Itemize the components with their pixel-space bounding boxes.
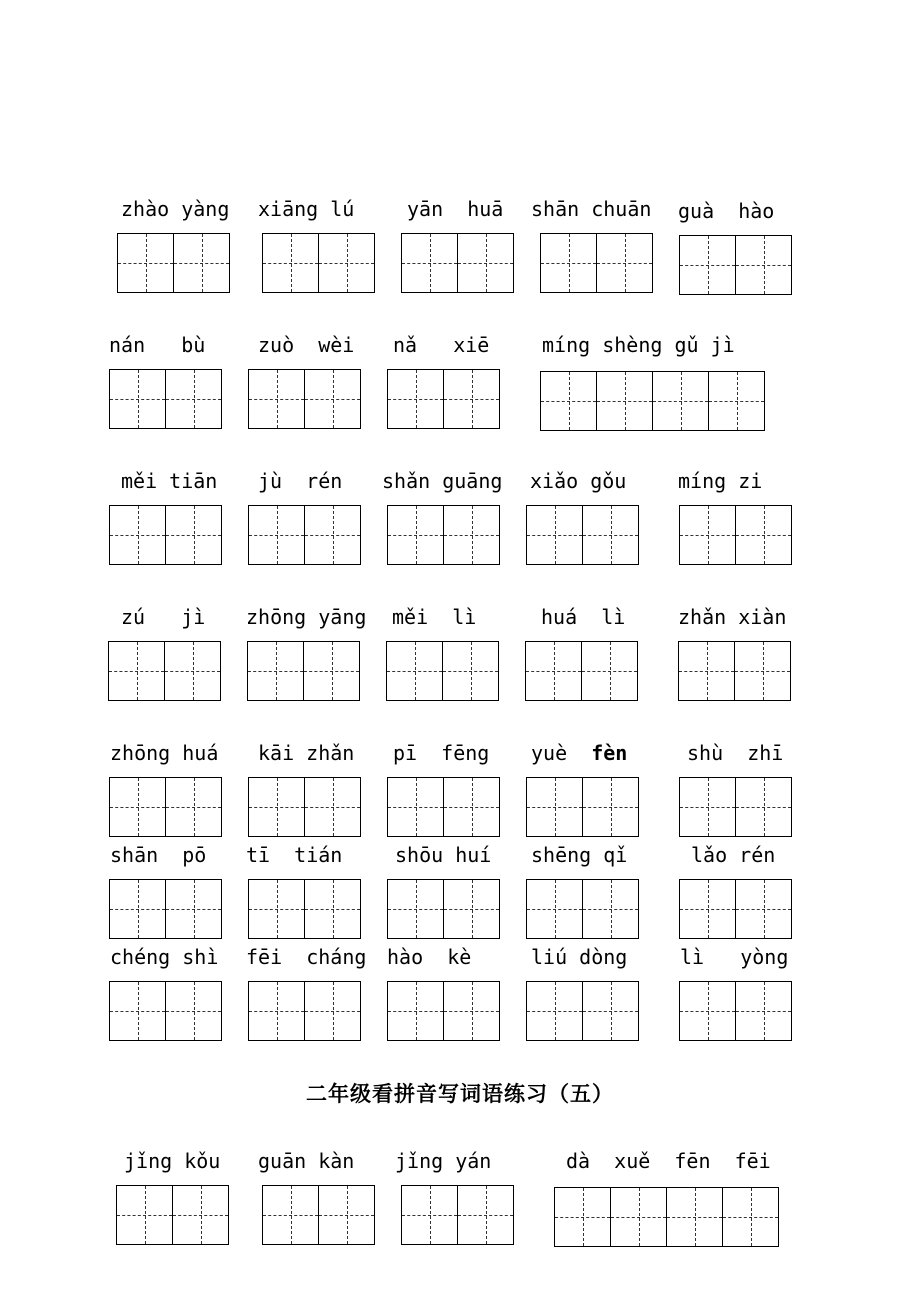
tianzige-cell[interactable] — [541, 233, 597, 293]
pinyin-label: yuè fèn — [531, 741, 628, 765]
tianzige-cell[interactable] — [597, 233, 653, 293]
pinyin-label: lǎo rén — [691, 843, 776, 867]
pinyin-label: zhǎn xiàn — [678, 605, 787, 629]
pinyin-label: xiāng lú — [258, 197, 355, 221]
pinyin-label: nǎ xiē — [393, 333, 490, 357]
pinyin-label: míng shèng gǔ jì — [542, 333, 735, 357]
tianzige-cell[interactable] — [165, 641, 221, 701]
pinyin-label: shēng qǐ — [531, 843, 628, 867]
tianzige-cell[interactable] — [736, 981, 792, 1041]
pinyin-label: chéng shì — [110, 945, 219, 969]
writing-grid — [679, 235, 792, 295]
pinyin-label: hào kè — [387, 945, 472, 969]
tianzige-cell[interactable] — [458, 233, 514, 293]
tianzige-cell[interactable] — [388, 981, 444, 1041]
tianzige-cell[interactable] — [444, 981, 500, 1041]
pinyin-label: jǐng yán — [395, 1149, 492, 1173]
tianzige-cell[interactable] — [735, 641, 791, 701]
writing-grid — [117, 233, 230, 293]
tianzige-cell[interactable] — [444, 505, 500, 565]
tianzige-cell[interactable] — [388, 505, 444, 565]
writing-grid — [526, 505, 639, 565]
writing-grid — [525, 641, 638, 701]
pinyin-label: liú dòng — [531, 945, 628, 969]
writing-grid — [526, 777, 639, 837]
tianzige-cell[interactable] — [444, 777, 500, 837]
tianzige-cell[interactable] — [582, 641, 638, 701]
writing-grid — [526, 981, 639, 1041]
tianzige-cell[interactable] — [248, 641, 304, 701]
writing-grid — [401, 1185, 514, 1245]
tianzige-cell[interactable] — [680, 777, 736, 837]
tianzige-cell[interactable] — [736, 235, 792, 295]
pinyin-label: jù rén — [258, 469, 343, 493]
writing-grid — [109, 369, 222, 429]
tianzige-cell[interactable] — [166, 777, 222, 837]
tianzige-cell[interactable] — [263, 233, 319, 293]
pinyin-label: pī fēng — [393, 741, 490, 765]
tianzige-cell[interactable] — [174, 233, 230, 293]
tianzige-cell[interactable] — [527, 981, 583, 1041]
writing-grid — [262, 1185, 375, 1245]
writing-grid — [387, 505, 500, 565]
pinyin-label: zú jì — [121, 605, 206, 629]
writing-grid — [678, 641, 791, 701]
writing-grid — [387, 981, 500, 1041]
writing-grid — [386, 641, 499, 701]
writing-grid — [679, 981, 792, 1041]
tianzige-cell[interactable] — [583, 777, 639, 837]
pinyin-label: dà xuě fēn fēi — [566, 1149, 771, 1173]
tianzige-cell[interactable] — [402, 1185, 458, 1245]
tianzige-cell[interactable] — [402, 233, 458, 293]
tianzige-cell[interactable] — [173, 1185, 229, 1245]
writing-grid — [108, 641, 221, 701]
tianzige-cell[interactable] — [443, 641, 499, 701]
tianzige-cell[interactable] — [736, 879, 792, 939]
writing-grid — [109, 879, 222, 939]
tianzige-cell[interactable] — [597, 371, 653, 431]
tianzige-cell[interactable] — [680, 505, 736, 565]
tianzige-cell[interactable] — [319, 1185, 375, 1245]
tianzige-cell[interactable] — [444, 369, 500, 429]
pinyin-label: lì yòng — [680, 945, 789, 969]
tianzige-cell[interactable] — [249, 505, 305, 565]
tianzige-cell[interactable] — [583, 879, 639, 939]
writing-grid — [248, 879, 361, 939]
tianzige-cell[interactable] — [110, 777, 166, 837]
tianzige-cell[interactable] — [555, 1187, 611, 1247]
tianzige-cell[interactable] — [709, 371, 765, 431]
pinyin-label: shù zhī — [687, 741, 784, 765]
pinyin-label: fēi cháng — [246, 945, 367, 969]
pinyin-label: měi tiān — [121, 469, 218, 493]
tianzige-cell[interactable] — [319, 233, 375, 293]
tianzige-cell[interactable] — [611, 1187, 667, 1247]
tianzige-cell[interactable] — [526, 641, 582, 701]
pinyin-label: guà hào — [678, 199, 775, 223]
tianzige-cell[interactable] — [667, 1187, 723, 1247]
writing-grid — [116, 1185, 229, 1245]
pinyin-label: měi lì — [392, 605, 477, 629]
writing-grid — [247, 641, 360, 701]
tianzige-cell[interactable] — [118, 233, 174, 293]
writing-grid — [262, 233, 375, 293]
pinyin-label: tī tián — [246, 843, 343, 867]
tianzige-cell[interactable] — [249, 369, 305, 429]
pinyin-label: shān pō — [110, 843, 207, 867]
writing-grid — [554, 1187, 779, 1247]
tianzige-cell[interactable] — [723, 1187, 779, 1247]
tianzige-cell[interactable] — [444, 879, 500, 939]
pinyin-label: zuò wèi — [258, 333, 355, 357]
writing-grid — [248, 369, 361, 429]
tianzige-cell[interactable] — [305, 981, 361, 1041]
pinyin-label: shōu huí — [395, 843, 492, 867]
writing-grid — [387, 369, 500, 429]
writing-grid — [248, 505, 361, 565]
writing-grid — [401, 233, 514, 293]
pinyin-label: zhōng huá — [110, 741, 219, 765]
tianzige-cell[interactable] — [249, 879, 305, 939]
tianzige-cell[interactable] — [304, 641, 360, 701]
writing-grid — [387, 879, 500, 939]
writing-grid — [109, 505, 222, 565]
tianzige-cell[interactable] — [305, 369, 361, 429]
tianzige-cell[interactable] — [458, 1185, 514, 1245]
tianzige-cell[interactable] — [249, 981, 305, 1041]
writing-grid — [540, 371, 765, 431]
tianzige-cell[interactable] — [110, 981, 166, 1041]
pinyin-label: xiǎo gǒu — [530, 469, 627, 493]
writing-grid — [540, 233, 653, 293]
tianzige-cell[interactable] — [249, 777, 305, 837]
pinyin-label: guān kàn — [258, 1149, 355, 1173]
tianzige-cell[interactable] — [679, 641, 735, 701]
tianzige-cell[interactable] — [680, 981, 736, 1041]
tianzige-cell[interactable] — [388, 777, 444, 837]
tianzige-cell[interactable] — [583, 981, 639, 1041]
pinyin-label: shān chuān — [531, 197, 652, 221]
writing-grid — [248, 777, 361, 837]
tianzige-cell[interactable] — [305, 505, 361, 565]
tianzige-cell[interactable] — [117, 1185, 173, 1245]
tianzige-cell[interactable] — [541, 371, 597, 431]
tianzige-cell[interactable] — [736, 777, 792, 837]
tianzige-cell[interactable] — [166, 369, 222, 429]
tianzige-cell[interactable] — [109, 641, 165, 701]
writing-grid — [679, 505, 792, 565]
writing-grid — [248, 981, 361, 1041]
tianzige-cell[interactable] — [166, 981, 222, 1041]
tianzige-cell[interactable] — [527, 777, 583, 837]
tianzige-cell[interactable] — [388, 879, 444, 939]
tianzige-cell[interactable] — [653, 371, 709, 431]
tianzige-cell[interactable] — [166, 879, 222, 939]
tianzige-cell[interactable] — [388, 369, 444, 429]
tianzige-cell[interactable] — [527, 505, 583, 565]
tianzige-cell[interactable] — [680, 235, 736, 295]
pinyin-label: zhōng yāng — [246, 605, 367, 629]
tianzige-cell[interactable] — [110, 369, 166, 429]
section-title: 二年级看拼音写词语练习（五） — [306, 1081, 614, 1106]
pinyin-label: huá lì — [541, 605, 626, 629]
writing-grid — [679, 777, 792, 837]
pinyin-label: kāi zhǎn — [258, 741, 355, 765]
writing-grid — [679, 879, 792, 939]
pinyin-label: jǐng kǒu — [124, 1149, 221, 1173]
tianzige-cell[interactable] — [680, 879, 736, 939]
pinyin-label: nán bù — [109, 333, 206, 357]
writing-grid — [109, 981, 222, 1041]
tianzige-cell[interactable] — [263, 1185, 319, 1245]
tianzige-cell[interactable] — [387, 641, 443, 701]
writing-grid — [526, 879, 639, 939]
tianzige-cell[interactable] — [305, 777, 361, 837]
pinyin-label: yān huā — [407, 197, 504, 221]
writing-grid — [109, 777, 222, 837]
tianzige-cell[interactable] — [527, 879, 583, 939]
writing-grid — [387, 777, 500, 837]
tianzige-cell[interactable] — [166, 505, 222, 565]
tianzige-cell[interactable] — [583, 505, 639, 565]
tianzige-cell[interactable] — [305, 879, 361, 939]
tianzige-cell[interactable] — [736, 505, 792, 565]
tianzige-cell[interactable] — [110, 505, 166, 565]
tianzige-cell[interactable] — [110, 879, 166, 939]
pinyin-label: zhào yàng — [121, 197, 230, 221]
pinyin-label: míng zi — [678, 469, 763, 493]
pinyin-label: shǎn guāng — [382, 469, 503, 493]
